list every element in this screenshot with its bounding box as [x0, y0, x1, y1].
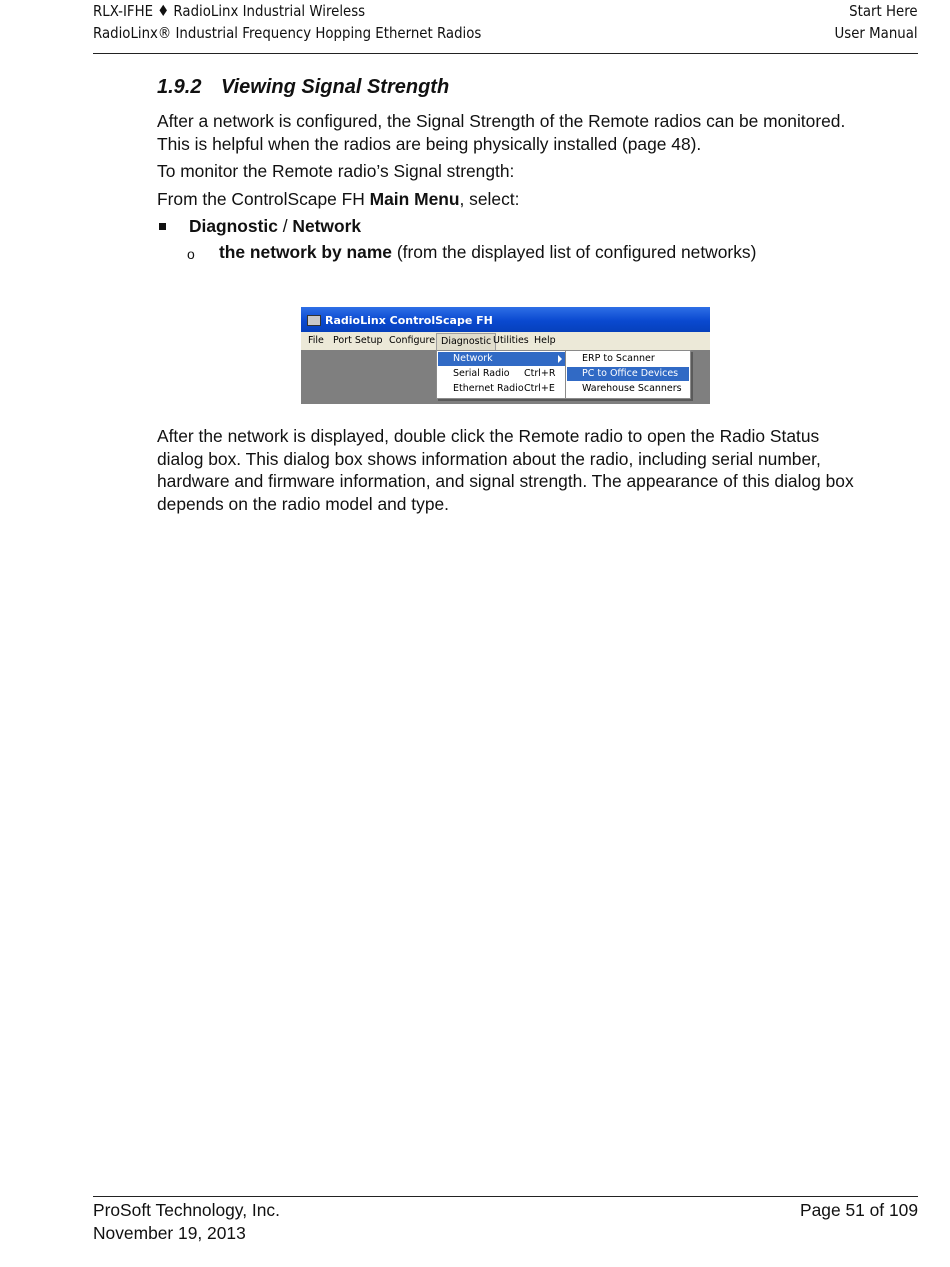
menu-instruction [157, 188, 857, 211]
menu-item-ethernet-radio-shortcut: Ctrl+E [524, 383, 555, 394]
sub-bullet-rest: (from the displayed list of configured networks) [391, 241, 757, 262]
section-number: 1.9.2 [157, 76, 202, 98]
controlscape-screenshot [301, 307, 710, 404]
submenu-arrow-icon [558, 355, 562, 363]
menu-item-network[interactable] [438, 352, 565, 366]
app-icon [307, 315, 321, 326]
footer-company: ProSoft Technology, Inc. [93, 1200, 280, 1220]
window-titlebar [301, 307, 710, 332]
diagnostic-dropdown [436, 350, 567, 399]
menu-utilities[interactable]: Utilities [493, 335, 529, 346]
sub-bullet-marker: o [187, 245, 195, 262]
header-product-subtitle: RadioLinx® Industrial Frequency Hopping Ethernet Radios [93, 24, 482, 42]
section-heading [157, 72, 857, 102]
network-submenu [565, 350, 691, 399]
submenu-item-warehouse-label: Warehouse Scanners [582, 383, 682, 394]
bullet-diagnostic-network [157, 215, 857, 238]
menu-help[interactable]: Help [534, 335, 556, 346]
menu-port-setup[interactable]: Port Setup [333, 335, 383, 346]
menu-item-ethernet-radio-label: Ethernet Radio [453, 383, 524, 394]
menu-item-ethernet-radio[interactable] [438, 382, 565, 396]
header-right [835, 0, 918, 44]
footer-page-number: Page 51 of 109 [800, 1200, 918, 1220]
section-title: Viewing Signal Strength [221, 76, 450, 98]
closing-content [157, 425, 857, 520]
header-product-line: RLX-IFHE ♦ RadioLinx Industrial Wireless [93, 2, 366, 20]
bullet-network: Network [292, 216, 362, 236]
menu-item-serial-radio-shortcut: Ctrl+R [524, 368, 556, 379]
menu-instruction-prefix: From the ControlScape FH [157, 188, 370, 209]
menu-item-serial-radio-label: Serial Radio [453, 368, 510, 379]
submenu-item-pc-label: PC to Office Devices [582, 368, 679, 379]
intro-paragraph: After a network is configured, the Signal Strength of the Remote radios can be monitored. This is helpful when the radios are being physically installed (page 48). [157, 111, 846, 154]
submenu-item-erp-to-scanner[interactable] [567, 352, 689, 366]
header-doc-type: User Manual [834, 24, 918, 42]
menu-item-serial-radio[interactable] [438, 367, 565, 381]
sub-bullet-bold: the network by name [219, 241, 392, 262]
submenu-item-warehouse-scanners[interactable] [567, 382, 689, 396]
menu-instruction-suffix: , select: [459, 188, 520, 209]
instruction-paragraph: To monitor the Remote radio’s Signal strength: [157, 161, 515, 181]
menu-item-network-label: Network [453, 353, 493, 364]
main-content [157, 72, 857, 263]
header-left [93, 0, 481, 44]
page-header [93, 0, 918, 54]
closing-paragraph: After the network is displayed, double click the Remote radio to open the Radio Status dialog box. This dialog box shows information about the radio, including serial number, hardware and firmware information, and signal strength. The appearance of this dialog box depends on the radio model and type. [157, 426, 854, 514]
menu-file[interactable]: File [308, 335, 324, 346]
page-footer [93, 1196, 918, 1245]
bullet-separator: / [277, 216, 293, 236]
window-title: RadioLinx ControlScape FH [325, 314, 493, 327]
header-chapter: Start Here [849, 2, 918, 20]
footer-date: November 19, 2013 [93, 1223, 246, 1243]
menu-configure[interactable]: Configure [389, 335, 436, 346]
submenu-item-erp-label: ERP to Scanner [582, 353, 655, 364]
menu-diagnostic[interactable]: Diagnostic [436, 333, 496, 351]
bullet-diagnostic: Diagnostic [189, 216, 278, 236]
main-menu-label: Main Menu [369, 188, 460, 209]
sub-bullet-network-name [157, 241, 857, 264]
menubar [301, 332, 710, 350]
submenu-item-pc-to-office[interactable] [567, 367, 689, 381]
